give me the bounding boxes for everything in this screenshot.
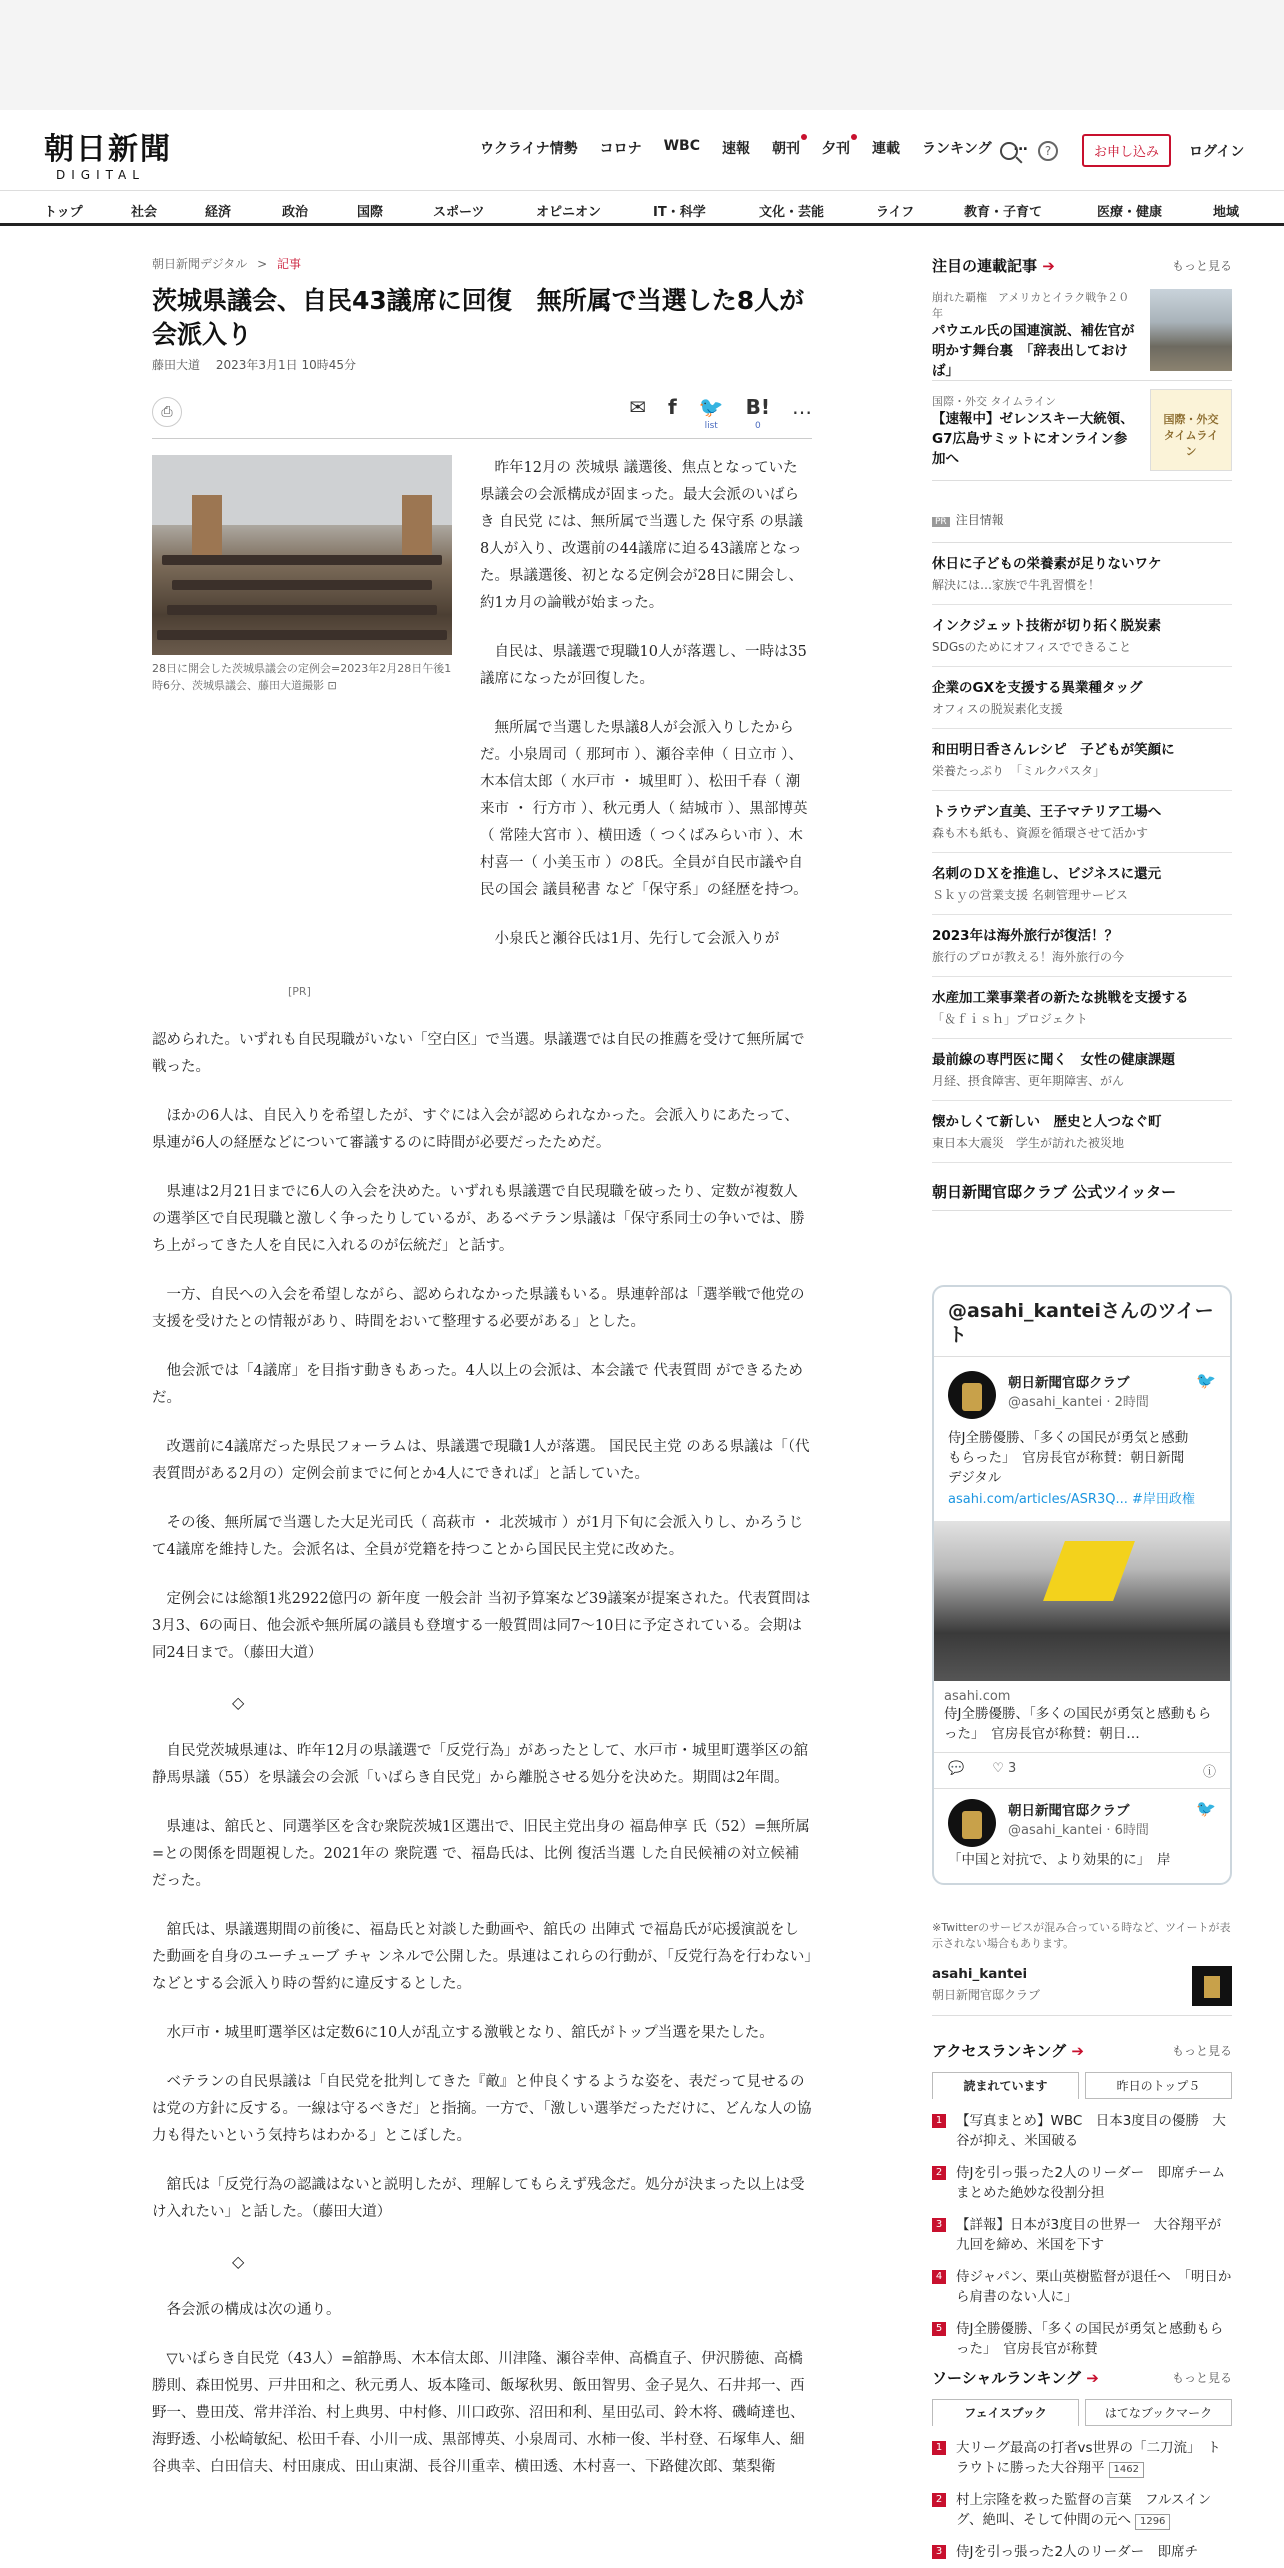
tweet-text: 「中国と対抗で、より効果的に」 岸	[948, 1852, 1171, 1868]
kantei-sub: 朝日新聞官邸クラブ	[932, 1988, 1041, 2002]
social-more-link[interactable]: もっと見る	[1171, 2371, 1232, 2385]
twitter-share[interactable]	[699, 395, 724, 431]
arrow-icon: ➔	[1086, 2369, 1099, 2387]
pr-item-title: 名刺のＤＸを推進し、ビジネスに還元	[932, 866, 1162, 882]
tab-most-read[interactable]: 読まれています	[932, 2072, 1079, 2099]
rank-number: 5	[932, 2322, 946, 2336]
author[interactable]: 藤田大道	[152, 358, 201, 372]
topnav-corona[interactable]: コロナ	[599, 141, 642, 157]
like-button[interactable]: ♡ 3	[992, 1761, 1017, 1776]
tweet-author: 朝日新聞官邸クラブ	[1008, 1803, 1130, 1819]
tweet-card-meta[interactable]	[934, 1681, 1230, 1753]
twitter-icon: 🐦	[698, 395, 724, 419]
tweet-handle: @asahi_kantei · 6時間	[1008, 1823, 1149, 1838]
rank-number: 2	[932, 2166, 946, 2180]
tweet-actions	[934, 1753, 1230, 1789]
cat-society[interactable]: 社会	[131, 205, 158, 220]
ranking-text	[956, 2542, 1198, 2562]
breadcrumb	[152, 255, 812, 272]
photo-seat-row	[172, 580, 432, 590]
avatar	[948, 1371, 996, 1419]
arrow-icon: ➔	[1042, 257, 1055, 275]
access-title[interactable]	[932, 2042, 1084, 2060]
related-tag: 国際・外交 タイムライン	[932, 395, 1056, 408]
rank-number: 1	[932, 2441, 946, 2455]
paragraph: 無所属で当選した県議8人が会派入りしたからだ。小泉周司（ 那珂市 ）、瀬谷幸伸（ 日立市 ）、木本信太郎（ 水戸市 ・ 城里町 ）、松田千春（ 潮来市 ・ 行方市 ）、秋元勇人（ 結城市 ）、黒部博英（ 常陸大宮市 ）、横田透（ つくばみらい市 ）、木村喜一（ 小美玉市 ）の8氏。全員が自民市議や自民の国会 議員秘書 など「保守系」の経歴を持つ。	[480, 720, 808, 898]
paragraph: ベテランの自民県議は「自民党を批判してきた『敵』と仲良くするような姿を、表だって見せるのは党の方針に反する。一線は守るべきだ」と指摘。一方で、「激しい選挙だっただけに、どんな人の協力も得たいという気持ちはわかる」とこぼした。	[152, 2074, 812, 2144]
access-list	[932, 2111, 1232, 2359]
access-tabs	[932, 2072, 1232, 2099]
cat-education[interactable]: 教育・子育て	[964, 205, 1043, 220]
related-header	[932, 255, 1232, 281]
pr-item[interactable]	[932, 915, 1232, 977]
pr-item-sub: 東日本大震災 学生が訪れた被災地	[932, 1136, 1125, 1150]
photo-door	[192, 495, 222, 555]
access-ranking	[932, 2040, 1232, 2359]
print-icon[interactable]: ⎙	[152, 397, 182, 427]
paragraph: 一方、自民への入会を希望しながら、認められなかった県議もいる。県連幹部は「選挙戦で他党の支援を受けたとの情報があり、時間をおいて整理する必要がある」とした。	[152, 1287, 805, 1330]
help-icon[interactable]: ?	[1038, 141, 1058, 161]
related-title-text: 注目の連載記事	[932, 257, 1038, 275]
topnav-evening[interactable]: 夕刊	[822, 138, 850, 158]
cat-life[interactable]: ライフ	[876, 205, 915, 220]
subscribe-button[interactable]: お申し込み	[1082, 134, 1171, 167]
pr-item[interactable]	[932, 543, 1232, 605]
header-icons	[1000, 134, 1244, 167]
rank-number: 1	[932, 2114, 946, 2128]
pr-item-sub: SDGsのためにオフィスでできること	[932, 640, 1132, 654]
ranking-title: 大リーグ最高の打者vs世界の「二刀流」 トラウトに勝った大谷翔平	[956, 2440, 1221, 2476]
ranking-item[interactable]	[932, 2319, 1232, 2359]
ranking-item[interactable]	[932, 2490, 1232, 2530]
related-thumb	[1150, 289, 1232, 371]
topnav-morning[interactable]: 朝刊	[772, 138, 800, 158]
top-ad-area	[0, 0, 1284, 110]
paragraph: 小泉氏と瀬谷氏は1月、先行して会派入りが	[494, 931, 780, 947]
paragraph: 改選前に4議席だった県民フォーラムは、県議選で現職1人が落選。 国民民主党 のある県議は「（代表質問がある2月の）定例会前までに何とか4人にできれば」と話していた。	[152, 1439, 810, 1482]
photo-door	[402, 495, 432, 555]
pr-item-title: 2023年は海外旅行が復活！？	[932, 928, 1119, 944]
ranking-item[interactable]	[932, 2111, 1232, 2151]
social-header	[932, 2367, 1232, 2389]
paragraph: ほかの6人は、自民入りを希望したが、すぐには入会が認められなかった。会派入りにあたって、県連が6人の経歴などについて審議するのに時間が必要だったためだ。	[152, 1108, 799, 1151]
paragraph: 定例会には総額1兆2922億円の 新年度 一般会計 当初予算案など39議案が提案された。代表質問は3月3、6の両日、他会派や無所属の議員も登壇する一般質問は同7～10日に予定されている。会期は同24日まで。（藤田大道）	[152, 1591, 811, 1661]
pr-item-sub: 「＆ｆｉｓｈ」プロジェクト	[932, 1012, 1088, 1026]
logo-sub: DIGITAL	[56, 168, 145, 182]
paragraph: その後、無所属で当選した大足光司氏（ 高萩市 ・ 北茨城市 ）が1月下旬に会派入りし、かろうじて4議席を維持した。会派名は、全員が党籍を持つことから国民民主党に改めた。	[152, 1515, 804, 1558]
tweet-author: 朝日新聞官邸クラブ	[1008, 1375, 1130, 1391]
article-body	[152, 1027, 812, 2503]
publish-date: 2023年3月1日 10時45分	[215, 358, 357, 372]
tweet-hashtag[interactable]: #岸田政権	[1131, 1492, 1195, 1507]
cat-region[interactable]: 地域	[1213, 205, 1240, 220]
social-title[interactable]	[932, 2369, 1099, 2387]
rank-number: 4	[932, 2270, 946, 2284]
tab-hatena[interactable]: はてなブックマーク	[1085, 2399, 1232, 2426]
sidebar	[932, 255, 1232, 2560]
login-link[interactable]: ログイン	[1189, 143, 1245, 160]
pr-item-sub: 森も木も紙も、資源を循環させて活かす	[932, 826, 1149, 840]
more-share-icon[interactable]: …	[792, 395, 812, 419]
related-title-link: 【速報中】ゼレンスキー大統領、G7広島サミットにオンライン参加へ	[932, 411, 1134, 467]
reply-icon[interactable]: 💬	[948, 1761, 965, 1776]
pr-label: [PR]	[288, 985, 311, 998]
crumb-current: 記事	[277, 257, 302, 271]
ranking-item[interactable]	[932, 2215, 1232, 2255]
ranking-item[interactable]	[932, 2163, 1232, 2203]
article	[152, 255, 812, 2475]
rank-number: 2	[932, 2493, 946, 2507]
cat-politics[interactable]: 政治	[282, 205, 309, 220]
card-text: 侍J全勝優勝、「多くの国民が勇気と感動もらった」 官房長官が称賛：朝日…	[944, 1706, 1212, 1742]
pr-item-title: 水産加工業事業者の新たな挑戦を支援する	[932, 990, 1189, 1006]
access-more-link[interactable]: もっと見る	[1171, 2044, 1232, 2058]
expand-icon[interactable]: ⊡	[327, 679, 337, 692]
twitter-section-title: 朝日新聞官邸クラブ 公式ツイッター	[932, 1181, 1232, 1211]
access-title-text: アクセスランキング	[932, 2042, 1067, 2060]
site-header	[0, 110, 1284, 190]
social-ranking	[932, 2367, 1232, 2562]
ranking-title: 村上宗隆を救った監督の言葉 フルスイング、絶叫、そして仲間の元へ	[956, 2492, 1212, 2528]
social-title-text: ソーシャルランキング	[932, 2369, 1081, 2387]
ranking-item[interactable]	[932, 2438, 1232, 2478]
tweets-header: @asahi_kanteiさんのツイート	[934, 1287, 1230, 1357]
hatena-share[interactable]	[746, 395, 770, 431]
site-logo[interactable]	[44, 124, 174, 182]
topnav-ranking[interactable]: ランキング	[921, 141, 992, 157]
share-buttons	[629, 395, 812, 431]
pr-item-sub: 栄養たっぷり 「ミルクパスタ」	[932, 764, 1106, 778]
pr-item[interactable]	[932, 977, 1232, 1039]
tweet-link[interactable]: asahi.com/articles/ASR3Q...	[948, 1492, 1128, 1507]
cat-culture[interactable]: 文化・芸能	[759, 205, 825, 220]
pr-item-title: 懐かしくて新しい 歴史と人つなぐ町	[932, 1114, 1162, 1130]
twitter-footer	[932, 1920, 1232, 2016]
related-thumb: 国際・外交 タイムライン	[1150, 389, 1232, 471]
ranking-title: 侍ジャパン、栗山英樹監督が退任へ 「明日から肩書のない人に」	[956, 2269, 1232, 2305]
related-title[interactable]	[932, 257, 1055, 275]
paragraph: 昨年12月の 茨城県 議選後、焦点となっていた県議会の会派構成が固まった。最大会派のいばらき 自民党 には、無所属で当選した 保守系 の県議8人が入り、改選前の44議席に迫る43議席となった。県議選後、初となる定例会が28日に開会し、約1カ月の論戦が始まった。	[480, 460, 803, 611]
ranking-title: 【写真まとめ】WBC 日本3度目の優勝 大谷が抑え、米国破る	[956, 2113, 1226, 2149]
hatena-icon: B!	[745, 395, 770, 419]
pr-item[interactable]	[932, 667, 1232, 729]
pr-badge: PR	[932, 517, 950, 527]
cat-health[interactable]: 医療・健康	[1097, 205, 1163, 220]
kantei-avatar	[1192, 1966, 1232, 2006]
paragraph: 県連は、舘氏と、同選挙区を含む衆院茨城1区選出で、旧民主党出身の 福島伸享 氏（52）=無所属=との関係を問題視した。2021年の 衆院選 で、福島氏は、比例 復活当選 した自民候補の対立候補だった。	[152, 1819, 810, 1889]
social-list	[932, 2438, 1232, 2562]
kantei-name: asahi_kantei	[932, 1966, 1028, 1982]
cat-top[interactable]: トップ	[44, 205, 83, 220]
paragraph: 認められた。いずれも自民現職がいない「空白区」で当選。県議選では自民の推薦を受けて無所属で戦った。	[152, 1032, 805, 1075]
crumb-site[interactable]: 朝日新聞デジタル	[152, 257, 248, 271]
section-divider: ◇	[232, 1693, 245, 1712]
twitter-timeline[interactable]	[932, 1285, 1232, 1885]
article-photo[interactable]	[152, 455, 452, 655]
pr-item-title: インクジェット技術が切り拓く脱炭素	[932, 618, 1161, 634]
pr-item-title: トラウデン直美、王子マテリア工場へ	[932, 804, 1162, 820]
related-item[interactable]	[932, 281, 1232, 381]
topnav-breaking[interactable]: 速報	[721, 141, 750, 157]
facebook-icon[interactable]: f	[668, 395, 677, 419]
paragraph: 水戸市・城里町選挙区は定数6に10人が乱立する激戦となり、舘氏がトップ当選を果たした。	[166, 2025, 774, 2041]
tab-yesterday-top5[interactable]: 昨日のトップ５	[1085, 2072, 1232, 2099]
related-item[interactable]	[932, 381, 1232, 481]
ranking-title: 【詳報】日本が3度目の世界一 大谷翔平が九回を締め、米国を下す	[956, 2217, 1222, 2253]
ranking-text	[956, 2490, 1232, 2530]
pr-item[interactable]	[932, 1101, 1232, 1163]
related-title-link: パウエル氏の国連演説、補佐官が明かす舞台裏 「辞表出しておけば」	[932, 323, 1135, 379]
ranking-item[interactable]	[932, 2267, 1232, 2307]
mail-icon[interactable]: ✉	[629, 395, 647, 419]
cat-sports[interactable]: スポーツ	[433, 205, 485, 220]
card-domain: asahi.com	[944, 1689, 1011, 1704]
share-list-label: list	[704, 421, 718, 431]
tweet[interactable]	[934, 1789, 1230, 1878]
arrow-icon: ➔	[1071, 2042, 1084, 2060]
cat-opinion[interactable]: オピニオン	[536, 205, 602, 220]
article-body-side	[480, 455, 812, 953]
pr-item[interactable]	[932, 791, 1232, 853]
related-tag: 崩れた覇権 アメリカとイラク戦争２０年	[932, 291, 1130, 320]
more-menu-icon[interactable]: …	[1013, 138, 1028, 154]
article-title: 茨城県議会、自民43議席に回復 無所属で当選した8人が会派入り	[152, 286, 805, 349]
paragraph: 舘氏は「反党行為の認識はないと説明したが、理解してもらえず残念だ。処分が決まった以上は受け入れたい」と話した。（藤田大道）	[152, 2177, 805, 2220]
pr-item-sub: 旅行のプロが教える！海外旅行の今	[932, 950, 1125, 964]
category-nav	[0, 190, 1284, 226]
pr-section-title: 注目情報	[955, 513, 1004, 527]
pr-item-sub: 解決には…家族で牛乳習慣を！	[932, 578, 1101, 592]
pr-item-title: 最前線の専門医に聞く 女性の健康課題	[932, 1052, 1175, 1068]
search-icon[interactable]	[1000, 142, 1018, 160]
social-tabs	[932, 2399, 1232, 2426]
tweet-card-image[interactable]	[934, 1521, 1230, 1681]
pr-item[interactable]	[932, 729, 1232, 791]
pr-item-sub: 月経、摂食障害、更年期障害、がん	[932, 1074, 1125, 1088]
rank-number: 3	[932, 2545, 946, 2559]
pr-item-sub: Ｓｋｙの営業支援 名刺管理サービス	[932, 888, 1128, 902]
flag-shape	[1043, 1541, 1135, 1601]
tweet[interactable]	[934, 1357, 1230, 1507]
twitter-bird-icon: 🐦	[1196, 1371, 1216, 1390]
info-icon[interactable]: ⓘ	[1202, 1765, 1216, 1780]
avatar	[948, 1799, 996, 1847]
related-more-link[interactable]: もっと見る	[1171, 259, 1232, 273]
cat-it-science[interactable]: IT・科学	[653, 205, 706, 220]
photo-seat-row	[162, 555, 442, 565]
byline	[152, 356, 812, 373]
tweet-handle: @asahi_kantei · 2時間	[1008, 1395, 1149, 1410]
caption-text: 28日に開会した茨城県議会の定例会=2023年2月28日午後1時6分、茨城県議会、藤田大道撮影	[152, 662, 452, 692]
pr-item[interactable]	[932, 853, 1232, 915]
photo-caption	[152, 660, 452, 694]
topnav-ukraine[interactable]: ウクライナ情勢	[480, 141, 578, 157]
paragraph: 自民は、県議選で現職10人が落選し、一時は35議席になったが回復した。	[480, 644, 807, 687]
pr-item[interactable]	[932, 605, 1232, 667]
paragraph: 自民党茨城県連は、昨年12月の県議選で「反党行為」があったとして、水戸市・城里町選挙区の舘静馬県議（55）を県議会の会派「いばらき自民党」から離脱させる処分を決めた。期間は2年間。	[152, 1743, 809, 1786]
paragraph: 県連は2月21日までに6人の入会を決めた。いずれも県議選で自民現職を破ったり、定数が複数人の選挙区で自民現職と激しく争ったりしているが、あるベテラン県議は「保守系同士の争いでは、勝ち上がってきた人を自民に入れるのが伝統だ」と話す。	[152, 1184, 805, 1254]
share-count-badge: 1296	[1135, 2514, 1170, 2530]
top-nav	[480, 138, 1050, 158]
paragraph: 他会派では「4議席」を目指す動きもあった。4人以上の会派は、本会議で 代表質問 ができるためだ。	[152, 1363, 804, 1406]
pr-item-title: 企業のGXを支援する異業種タッグ	[932, 680, 1143, 696]
twitter-bird-icon: 🐦	[1196, 1799, 1216, 1818]
kantei-account[interactable]	[932, 1966, 1232, 2016]
pr-item-title: 休日に子どもの栄養素が足りないワケ	[932, 556, 1162, 572]
tab-facebook[interactable]: フェイスブック	[932, 2399, 1079, 2426]
ranking-text	[956, 2438, 1232, 2478]
paragraph: ▽いばらき自民党（43人）=舘静馬、木本信太郎、川津隆、瀬谷幸伸、高橋直子、伊沢勝徳、高橋勝則、森田悦男、戸井田和之、秋元勇人、坂本隆司、飯塚秋男、飯田智男、金子晃久、石井邦一、西野一、豊田茂、常井洋治、村上典男、中村修、川口政弥、沼田和利、星田弘司、鈴木将、磯崎達也、海野透、小松崎敏紀、松田千春、小川一成、黒部博英、小泉周司、水柿一俊、半村登、石塚隼人、細谷典幸、白田信夫、村田康成、田山東湖、長谷川重幸、横田透、木村喜一、下路健次郎、葉梨衛	[152, 2351, 805, 2475]
pr-item-title: 和田明日香さんレシピ 子どもが笑顔に	[932, 742, 1175, 758]
paragraph: 舘氏は、県議選期間の前後に、福島氏と対談した動画や、舘氏の 出陣式 で福島氏が応援演説をした動画を自身のユーチューブ チャ ンネルで公開した。県連はこれらの行動が、「反党行為を行わない」などとする会派入り時の誓約に違反するとした。	[152, 1922, 812, 1992]
cat-economy[interactable]: 経済	[205, 205, 232, 220]
ranking-title: 侍Jを引っ張った2人のリーダー 即席チームまとめた絶妙な役割分担	[956, 2165, 1226, 2201]
cat-international[interactable]: 国際	[357, 205, 384, 220]
topnav-wbc[interactable]: WBC	[663, 138, 700, 154]
paragraph: 各会派の構成は次の通り。	[166, 2302, 341, 2318]
photo-seat-row	[167, 605, 437, 615]
topnav-series[interactable]: 連載	[871, 141, 900, 157]
rank-number: 3	[932, 2218, 946, 2232]
hatena-count: 0	[754, 421, 761, 431]
pr-header	[932, 511, 1232, 528]
ranking-title: 侍Jを引っ張った2人のリーダー 即席チ	[956, 2544, 1199, 2560]
ranking-item[interactable]	[932, 2542, 1232, 2562]
tweet-text: 侍J全勝優勝、「多くの国民が勇気と感動もらった」 官房長官が称賛：朝日新聞デジタル	[948, 1430, 1189, 1486]
pr-item-sub: オフィスの脱炭素化支援	[932, 702, 1063, 716]
twitter-note: ※Twitterのサービスが混み合っている時など、ツイートが表示されない場合もあります。	[932, 1921, 1231, 1950]
crumb-sep: >	[257, 257, 268, 271]
like-count: 3	[1007, 1761, 1017, 1776]
share-count-badge: 1462	[1109, 2462, 1144, 2478]
ranking-title: 侍J全勝優勝、「多くの国民が勇気と感動もらった」 官房長官が称賛	[956, 2321, 1224, 2357]
logo-main: 朝日新聞	[44, 132, 172, 167]
share-toolbar	[152, 383, 812, 439]
access-header	[932, 2040, 1232, 2062]
photo-seat-row	[157, 630, 447, 640]
pr-item[interactable]	[932, 1039, 1232, 1101]
pr-list	[932, 542, 1232, 1163]
section-divider: ◇	[232, 2252, 245, 2271]
